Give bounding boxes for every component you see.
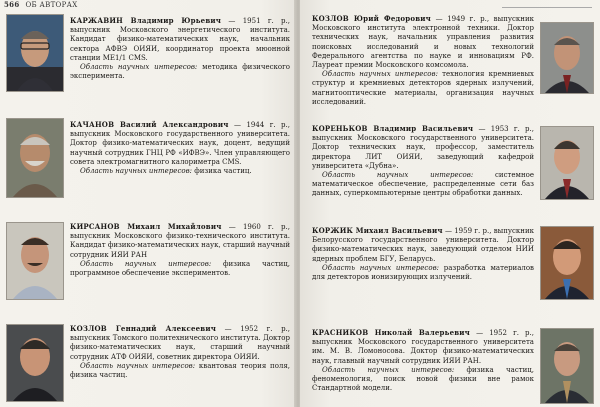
author-interests: физика частиц, программное обеспечение экспериментов. [70,259,291,278]
running-head-title: ОБ АВТОРАХ [25,1,78,9]
interests-label: Область научных интересов: [80,361,196,370]
author-photo [6,118,64,198]
interests-label: Область научных интересов: [80,167,193,176]
author-entry [312,124,534,199]
author-entry [312,14,534,107]
interests-label: Область научных интересов: [322,171,474,180]
author-name: КИРСАНОВ Михаил Михайлович [70,222,222,231]
author-photo [6,324,64,402]
author-interests: квантовая теория поля, физика частиц. [70,361,290,380]
author-entry [70,222,290,278]
author-name: КАРЖАВИН Владимир Юрьевич [70,16,222,25]
interests-label: Область научных интересов: [322,365,455,374]
author-name: КОРЕНЬКОВ Владимир Васильевич [312,124,474,133]
author-bio: — 1960 г. р., выпускник Московского физико-технического института. Кандидат физико-математических наук, старший научный сотрудник ИЯИ РАН [70,223,290,259]
author-name: КАЧАНОВ Василий Александрович [70,120,229,129]
author-interests: физика частиц, феноменология, поиск новой физики вне рамок Стандартной модели. [312,365,535,393]
interests-label: Область научных интересов: [322,263,440,272]
right-page [300,0,600,407]
author-interests: физика частиц. [194,167,252,176]
author-photo [540,328,594,404]
author-bio: — 1959 г. р., выпускник Белорусского государственного университета. Доктор физико-математических наук, заведующий отделом НИИ ядерных проблем БГУ, Беларусь. [312,227,534,263]
author-interests: методика физического эксперимента. [70,63,290,81]
author-name: КОРЖИК Михаил Васильевич [312,226,443,235]
author-interests: разработка материалов для детекторов ионизирующих излучений. [312,263,535,282]
author-photo [540,22,594,94]
author-photo [540,226,594,300]
author-interests: системное математическое обеспечение, распределенные сети баз данных, суперкомпьютерные центры обработки данных. [312,171,534,198]
author-entry [70,120,290,176]
author-bio: — 1951 г. р., выпускник Московского энергетического института. Кандидат физико-математических наук, начальник сектора АФВЭ ОИЯИ, координатор проекта мюонной станции ME1/1 CMS. [70,17,290,62]
page-number: 566 [4,0,20,9]
interests-label: Область научных интересов: [80,259,212,268]
author-bio: — 1949 г. р., выпускник Московского института электронной техники. Доктор технических наук, начальник управления развития поисковых исследований и новых технологий Федерального агентства по науке и инновациям РФ. Лауреат премии Московского комсомола. [312,15,534,70]
running-head [4,0,77,9]
author-photo [6,222,64,300]
left-page [0,0,296,407]
running-head-rule [502,0,592,8]
author-entry [312,328,534,393]
author-name: КОЗЛОВ Геннадий Алексеевич [70,324,217,333]
author-photo [6,14,64,92]
author-name: КОЗЛОВ Юрий Федорович [312,14,432,23]
author-photo [540,126,594,200]
author-bio: — 1944 г. р., выпускник Московского государственного университета. Доктор физико-математических наук, доцент, ведущий научный сотрудник ГНЦ РФ «ИФВЭ». Член управляющего совета электромагнитного калориметра CMS. [70,121,290,166]
interests-label: Область научных интересов: [80,63,198,72]
author-bio: — 1952 г. р., выпускник Московского государственного университета им. М. В. Ломоносова. Доктор физико-математических наук, главный научный сотрудник ИЯИ РАН. [312,329,534,365]
author-entry [312,226,534,282]
author-bio: — 1952 г. р., выпускник Томского политехнического института. Доктор физико-математических наук, старший научный сотрудник АТФ ОИЯИ, советник директора ОИЯИ. [70,325,291,361]
author-bio: — 1953 г. р., выпускник Московского государственного университета. Доктор технических наук, профессор, заместитель директора ЛИТ ОИЯИ, заведующий кафедрой университета «Дубна». [312,125,534,170]
author-entry [70,16,290,81]
author-interests: технология кремниевых структур и кремниевых детекторов ядерных излучений, магнитооптические материалы, организация научных исследований. [312,70,534,106]
author-entry [70,324,290,380]
author-name: КРАСНИКОВ Николай Валерьевич [312,328,471,337]
interests-label: Область научных интересов: [322,70,438,79]
